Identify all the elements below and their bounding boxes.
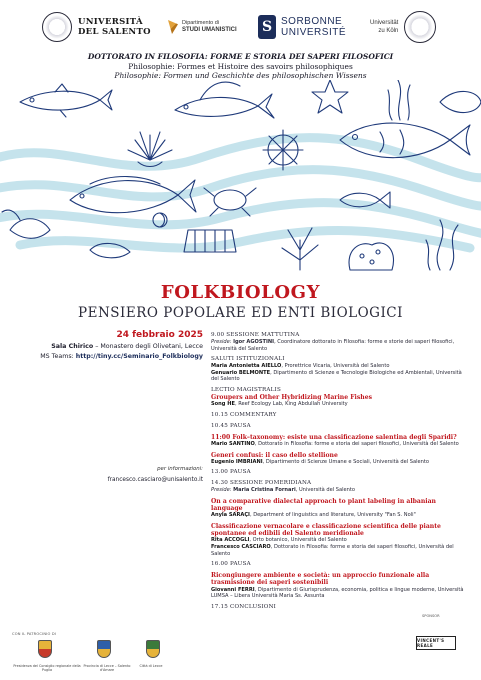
puglia-crest-icon <box>38 640 52 658</box>
logo-sorbonne <box>258 8 346 46</box>
afternoon-session <box>211 480 469 494</box>
logo-koeln <box>370 8 436 46</box>
doctorate-it: DOTTORATO IN FILOSOFIA: FORME E STORIA DEI SAPERI FILOSOFICI <box>87 52 394 61</box>
speaker-name: Eugenio IMBRIANI <box>211 458 263 465</box>
koeln-line2: zu Köln <box>378 28 399 34</box>
doctorate-fr: Philosophie: Formes et Histoire des savoirs philosophiques <box>128 61 353 71</box>
lectio-heading: LECTIO MAGISTRALIS <box>211 386 281 393</box>
talk-5 <box>211 572 469 600</box>
unisalento-seal-icon <box>42 12 72 42</box>
speaker-affiliation: , Dipartimento di Scienze e Tecnologie Biologiche ed Ambientali, Università del Salento <box>211 369 462 383</box>
session-heading: 9.00 SESSIONE MATTUTINA <box>211 332 300 338</box>
commentary: 10.15 COMMENTARY <box>211 411 277 418</box>
patronage-label: CON IL PATROCINIO DI <box>12 632 57 636</box>
info-label: per informazioni: <box>157 466 203 472</box>
logo-bar <box>0 8 481 46</box>
speaker-affiliation: , Reef Ecology Lab, King Abdullah University <box>234 401 348 408</box>
chair-label: Preside: <box>211 339 232 345</box>
speaker-line <box>211 544 469 557</box>
patron-caption: Presidenza del Consiglio regionale della Puglia <box>13 664 81 673</box>
doctorate-de: Philosophie: Formen und Geschichte des philosophischen Wissens <box>114 71 367 80</box>
citta-crest-icon <box>146 640 160 658</box>
marine-illustration <box>0 80 481 275</box>
talk-title: Ricongiungere ambiente e società: un approccio funzionale alla trasmissione dei saperi sostenibili <box>211 572 430 587</box>
koeln-line1: Universität <box>370 20 399 26</box>
speaker-affiliation: , Dottorato in Filosofia: forme e storia dei saperi filosofici, Università del Salento <box>211 543 454 557</box>
talk-4 <box>211 523 469 557</box>
tuna-fish-icon <box>20 84 112 117</box>
greetings <box>211 356 469 383</box>
sponsor-logo: VINCENT'S REALE <box>416 636 456 650</box>
chair-label: Preside: <box>211 487 232 494</box>
speaker-affiliation: , Department of linguistics and literature, University "Fan S. Noli" <box>249 512 416 519</box>
speaker-name: Francesco CASCIARO <box>211 543 271 550</box>
urchin-icon <box>263 130 303 170</box>
starfish-icon <box>312 80 348 113</box>
speaker-affiliation: , Dottorato in Filosofia: forme e storia dei saperi filosofici, Università del Salento <box>254 440 459 447</box>
sponsor-label: SPONSOR <box>422 614 440 618</box>
bream-fish-icon <box>440 91 481 112</box>
speaker-affiliation: , Orto botanico, Università del Salento <box>249 537 347 544</box>
chair-rest: , Coordinatore dottorato in Filosofia: forme e storie dei saperi filosofici, Università del Salento <box>211 339 455 352</box>
speaker-name: Giovanni FERRI <box>211 586 255 593</box>
session-chair <box>211 487 469 494</box>
program <box>211 332 469 615</box>
info-email-link[interactable]: francesco.casciaro@unisalento.it <box>107 477 203 483</box>
speaker-name: Maria Antonietta AIELLO <box>211 363 282 370</box>
event-subtitle: PENSIERO POPOLARE ED ENTI BIOLOGICI <box>78 305 403 321</box>
talk-3 <box>211 498 469 519</box>
talk-title: Groupers and Other Hybridizing Marine Fishes <box>211 393 373 401</box>
teams-line <box>10 352 203 362</box>
event-title: FOLKBIOLOGY <box>160 282 321 303</box>
speaker-line <box>211 363 469 370</box>
sorbonne-line1: SORBONNE <box>281 16 343 27</box>
dipartimento-mark-icon <box>168 20 178 34</box>
sorbonne-line2: UNIVERSITÉ <box>281 27 347 38</box>
talk-2 <box>211 452 469 466</box>
event-venue <box>10 342 203 352</box>
lectio <box>211 387 469 408</box>
speaker-name: Anyla SARAÇI <box>211 512 250 519</box>
unisalento-line2: DEL SALENTO <box>78 27 151 37</box>
speaker-name: Genuario BELMONTE <box>211 369 271 376</box>
venue-strong: Sala Chirico <box>51 343 94 350</box>
talk-1 <box>211 434 469 448</box>
talk-title: Generi confusi: il caso dello stellione <box>211 451 338 459</box>
pause: 16.00 PAUSA <box>211 561 251 568</box>
venue-rest: – Monastero degli Olivetani, Lecce <box>93 343 203 350</box>
patron-caption: Città di Lecce <box>139 664 163 668</box>
teams-label: MS Teams: <box>40 353 76 360</box>
speaker-affiliation: , Prorettrice Vicaria, Università del Salento <box>281 363 390 370</box>
sorbonne-mark-icon: S <box>258 15 276 39</box>
koeln-seal-icon <box>404 11 436 43</box>
speaker-affiliation: , Dipartimento di Scienze Umane e Sociali, Università del Salento <box>262 458 429 465</box>
speaker-line <box>211 537 469 544</box>
dipartimento-line2: STUDI UMANISTICI <box>182 27 237 33</box>
chair-name: Igor AGOSTINI <box>233 339 275 345</box>
conclusions: 17.15 CONCLUSIONI <box>211 603 277 610</box>
speaker-line <box>211 401 469 408</box>
logo-dipartimento <box>168 8 237 46</box>
speaker-line <box>211 441 469 448</box>
speaker-line <box>211 370 469 383</box>
footer <box>0 610 481 680</box>
greetings-heading: SALUTI ISTITUZIONALI <box>211 356 285 363</box>
unisalento-line1: UNIVERSITÀ <box>78 17 143 27</box>
speaker-line <box>211 512 469 519</box>
provincia-crest-icon <box>97 640 111 658</box>
speaker-name: Song HE <box>211 401 235 408</box>
teams-link[interactable]: http://tiny.cc/Seminario_Folkbiology <box>75 353 203 360</box>
session-chair <box>211 339 469 352</box>
chair-rest: , Università del Salento <box>295 487 356 494</box>
doctorate-heading <box>0 52 481 81</box>
sponge-icon <box>349 243 393 270</box>
talk-title: 11:00 Folk–taxonomy: esiste una classificazione salentina degli Sparidi? <box>211 433 457 441</box>
patron-caption: Provincia di Lecce – Salento d'Amare <box>83 664 131 673</box>
talk-title: Classificazione vernacolare e classificazione scientifica delle piante spontanee ed edibili del Salento meridionale <box>211 522 441 538</box>
speaker-line <box>211 459 469 466</box>
seaweed-icon <box>388 80 410 120</box>
flying-fish-icon <box>175 82 274 118</box>
pause: 13.00 PAUSA <box>211 469 251 476</box>
speaker-line <box>211 587 469 600</box>
morning-session <box>211 332 469 352</box>
dipartimento-line1: Dipartimento di <box>182 20 219 26</box>
speaker-affiliation: , Dipartimento di Giurisprudenza, economia, politica e lingue moderne, Università LUMSA – Libera Università Maria Ss. Assunta <box>211 586 464 600</box>
chair-name: Maria Cristina Fornari <box>233 487 296 494</box>
session-heading: 14.30 SESSIONE POMERIDIANA <box>211 480 312 487</box>
event-date: 24 febbraio 2025 <box>116 330 203 340</box>
logo-unisalento <box>42 8 151 46</box>
talk-title: On a comparative dialectal approach to plant labeling in albanian language <box>211 497 436 513</box>
speaker-name: Rita ACCOGLI <box>211 537 250 544</box>
pause: 10.45 PAUSA <box>211 422 251 429</box>
speaker-name: Mario SANTINO <box>211 440 255 447</box>
